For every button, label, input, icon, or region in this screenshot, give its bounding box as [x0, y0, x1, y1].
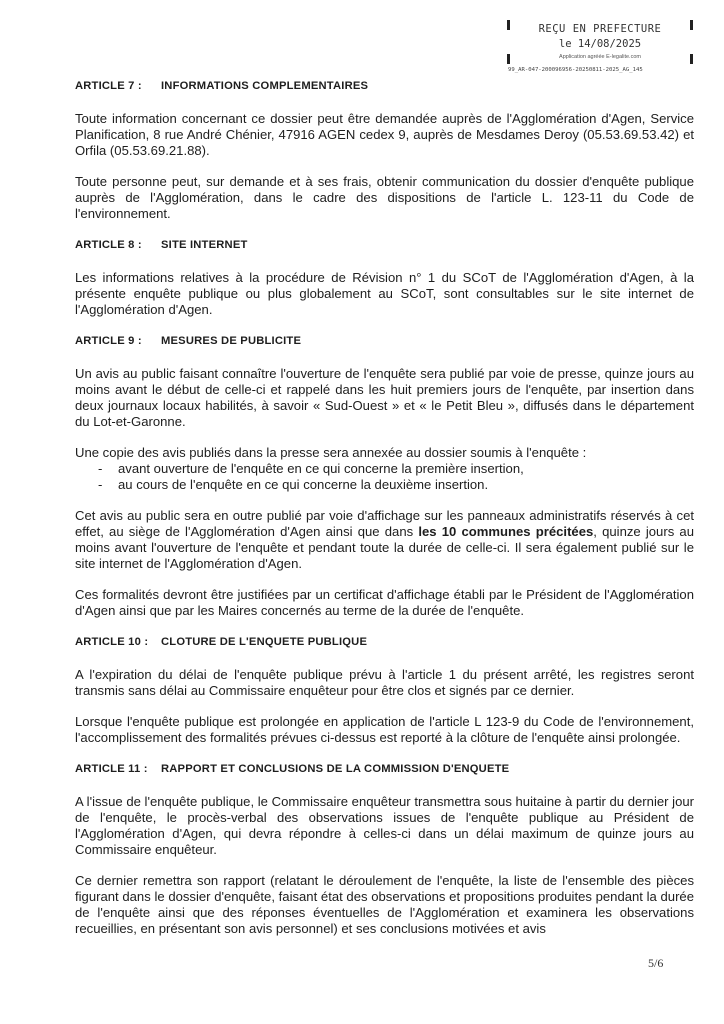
- article-8-number: ARTICLE 8 :: [75, 239, 142, 251]
- list-marker: -: [98, 477, 103, 492]
- article-8-paragraph-1: Les informations relatives à la procédure de Révision n° 1 du SCoT de l'Agglomération d'Agen, à la présente enquête publique ou plus globalement au SCoT, sont consultables sur le site internet de l'Agglomération d'Agen.: [75, 270, 694, 317]
- article-10-paragraph-1: A l'expiration du délai de l'enquête publique prévu à l'article 1 du présent arrêté, les registres seront transmis sans délai au Commissaire enquêteur pour être clos et signés par ce dernier.: [75, 667, 694, 698]
- stamp-date: le 14/08/2025: [558, 38, 642, 50]
- list-item-text: au cours de l'enquête en ce qui concerne la deuxième insertion.: [118, 477, 489, 492]
- page-number: 5/6: [648, 956, 664, 970]
- article-11-title: RAPPORT ET CONCLUSIONS DE LA COMMISSION D'ENQUETE: [161, 763, 510, 775]
- article-8-title: SITE INTERNET: [161, 239, 248, 251]
- article-7-paragraph-1: Toute information concernant ce dossier peut être demandée auprès de l'Agglomération d'Agen, Service Planification, 8 rue André Chénier, 47916 AGEN cedex 9, auprès de Mesdames Deroy (05.53.69.53.42) et Orfila (05.53.69.21.88).: [75, 111, 694, 158]
- document-body: [75, 78, 694, 952]
- article-9-title: MESURES DE PUBLICITE: [161, 335, 302, 347]
- article-11-paragraph-1: A l'issue de l'enquête publique, le Commissaire enquêteur transmettra sous huitaine à partir du dernier jour de l'enquête, le procès-verbal des observations issues de l'enquête publique au Président de l'Agglomération d'Agen, qui devra répondre à celles-ci dans un délai maximum de quinze jours au Commissaire enquêteur.: [75, 794, 694, 857]
- prefecture-stamp: [507, 20, 693, 64]
- article-7-paragraph-2: Toute personne peut, sur demande et à ses frais, obtenir communication du dossier d'enquête publique auprès de l'Agglomération, dans le cadre des dispositions de l'article L. 123-11 du Code de l'environnement.: [75, 174, 694, 221]
- article-7-heading: [75, 78, 694, 94]
- article-10-number: ARTICLE 10 :: [75, 636, 149, 648]
- article-9-paragraph-4: Ces formalités devront être justifiées par un certificat d'affichage établi par le Président de l'Agglomération d'Agen ainsi que par les Maires concernés au terme de la durée de l'enquête.: [75, 587, 694, 618]
- article-9-list: [75, 461, 694, 493]
- article-10-paragraph-2: Lorsque l'enquête publique est prolongée en application de l'article L 123-9 du Code de l'environnement, l'accomplissement des formalités prévues ci-dessus est reporté à la clôture de l'enquête ainsi prolongée.: [75, 714, 694, 745]
- list-item: [75, 477, 694, 493]
- article-9-paragraph-3: [75, 508, 694, 572]
- stamp-reference-id: 99_AR-047-200096956-20250811-2025_AG_145: [508, 67, 643, 73]
- article-9-paragraph-3-end: , quinze jours au moins avant l'ouverture de l'enquête et pendant toute la durée de celle-ci. Il sera également publié sur le site internet de l'Agglomération d'Agen.: [75, 524, 694, 571]
- article-9-paragraph-1: Un avis au public faisant connaître l'ouverture de l'enquête sera publié par voie de presse, quinze jours au moins avant le début de celle-ci et rappelé dans les huit premiers jours de l'enquête, par insertion dans deux journaux locaux habilités, à savoir « Sud-Ouest » et « le Petit Bleu », diffusés dans le département du Lot-et-Garonne.: [75, 366, 694, 429]
- article-11-heading: [75, 761, 694, 777]
- article-10-title: CLOTURE DE L'ENQUETE PUBLIQUE: [161, 636, 368, 648]
- article-9-paragraph-2: Une copie des avis publiés dans la presse sera annexée au dossier soumis à l'enquête :: [75, 445, 587, 460]
- article-7-number: ARTICLE 7 :: [75, 80, 142, 92]
- article-9-paragraph-3-start: Cet avis au public sera en outre publié par voie d'affichage sur les panneaux administratifs réservés à cet effet, au siège de l'Agglomération d'Agen ainsi que dans: [75, 508, 694, 539]
- stamp-subtitle: Application agréée E-legalite.com: [559, 54, 641, 60]
- article-9-heading: [75, 333, 694, 349]
- stamp-title: REÇU EN PREFECTURE: [538, 23, 662, 35]
- list-marker: -: [98, 461, 103, 476]
- article-10-heading: [75, 634, 694, 650]
- article-7-title: INFORMATIONS COMPLEMENTAIRES: [161, 80, 369, 92]
- article-8-heading: [75, 237, 694, 253]
- article-9-number: ARTICLE 9 :: [75, 335, 142, 347]
- article-11-number: ARTICLE 11 :: [75, 763, 148, 775]
- article-9-paragraph-3-bold: les 10 communes précitées: [418, 524, 594, 539]
- list-item-text: avant ouverture de l'enquête en ce qui concerne la première insertion,: [118, 461, 524, 476]
- stamp-bracket-bottom: [507, 54, 693, 64]
- article-11-paragraph-2: Ce dernier remettra son rapport (relatant le déroulement de l'enquête, la liste de l'ensemble des pièces figurant dans le dossier d'enquête, faisant état des observations et propositions produites pendant la durée de l'enquête ainsi que des réponses éventuelles de l'Agglomération et examinera les observations recueillies, en présentant son avis personnel) et ses conclusions motivées et avis: [75, 873, 694, 936]
- list-item: [75, 461, 694, 477]
